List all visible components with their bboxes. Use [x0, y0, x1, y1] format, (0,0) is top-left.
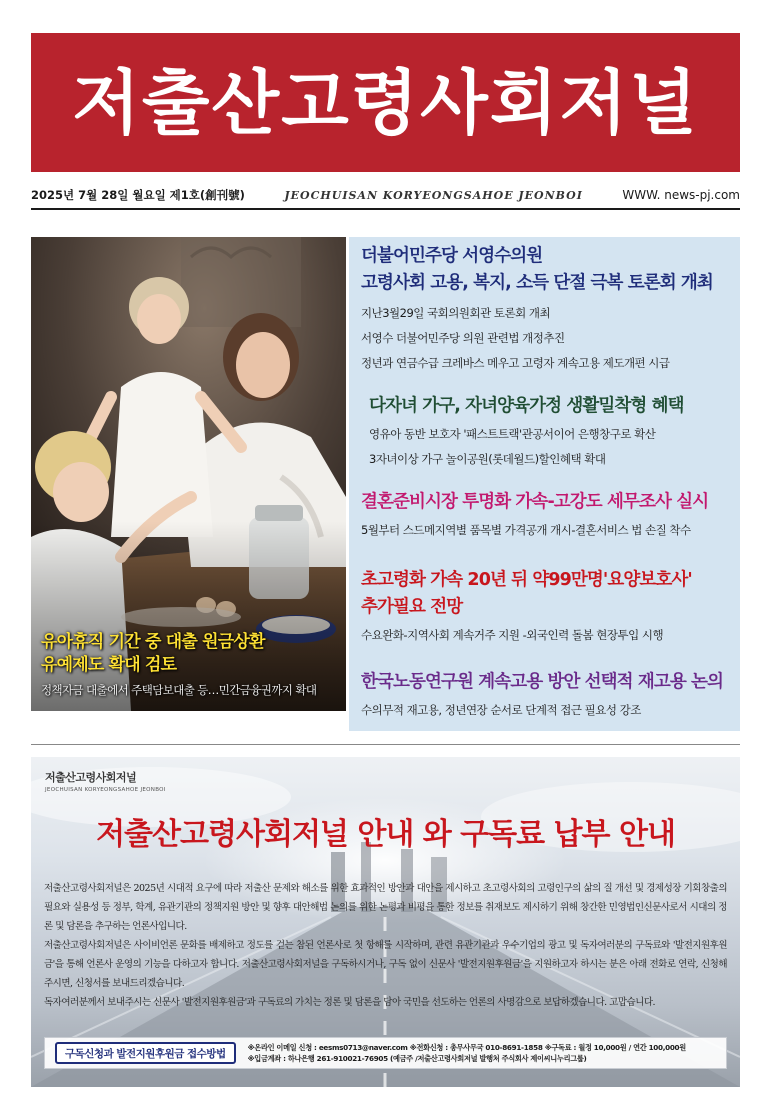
subscription-ad — [31, 757, 740, 1087]
account-line: ※입금계좌 : 하나은행 261-910021-76905 (예금주 /저출산고령사회저널 발행처 주식회사 제이씨니누리그룹) — [247, 1054, 587, 1063]
newspaper-title: 저출산고령사회저널 — [72, 61, 699, 144]
story-summary-line: 서영수 더불어민주당 의원 관련법 개정추진 — [361, 331, 565, 345]
issue-date: 2025년 7월 28일 월요일 제1호(創刊號) — [31, 188, 245, 202]
story-summary-line: 정년과 연금수급 크레바스 메우고 고령자 계속고용 제도개편 시급 — [361, 356, 670, 370]
story-wedding-market[interactable] — [361, 489, 732, 543]
ad-logo-korean: 저출산고령사회저널 — [45, 771, 137, 784]
ad-footer — [44, 1037, 727, 1069]
lead-photo-story[interactable] — [31, 237, 346, 711]
story-summary-line: 3자녀이상 가구 놀이공원(롯데월드)할인혜택 확대 — [369, 452, 606, 466]
website-link[interactable]: WWW. news-pj.com — [622, 188, 740, 202]
story-summary-line: 5월부터 스드메지역별 품목별 가격공개 개시-결혼서비스 법 손질 착수 — [361, 523, 691, 537]
story-headline — [361, 243, 732, 297]
story-multi-child-benefits[interactable] — [369, 393, 732, 472]
lead-headline[interactable] — [41, 631, 338, 677]
contact-info — [248, 1042, 686, 1064]
lead-subhead: 정책자금 대출에서 주택담보대출 등…민간금융권까지 확대 — [41, 683, 317, 697]
dateline — [31, 182, 740, 210]
lead-headline-line: 유예제도 확대 검토 — [41, 655, 177, 675]
ad-paragraph: 저출산고령사회저널은 2025년 시대적 요구에 따라 저출산 문제와 해소를 위한 효과적인 방안과 대안을 제시하고 초고령사회의 고령인구의 삶의 질 개선 및 경제성장 기회창출의 필요와 실용성 등 정부, 학계, 유관기관의 정책지원 방안 및 향후 대안해법 논의를 위한 논평과 비평을 통한 정보를 취재보도 제시하기 위해 창간한 민영법인신문사로서 시대의 정론 및 담론을 추구하는 언론사입니다. — [44, 883, 727, 932]
story-headline: 한국노동연구원 계속고용 방안 선택적 재고용 논의 — [361, 672, 724, 692]
romanized-name: JEOCHUISAN KORYEONGSAHOE JEONBOI — [284, 188, 583, 202]
story-headline-line: 초고령화 가속 20년 뒤 약99만명'요양보호사' — [361, 570, 692, 590]
lead-headline-line: 유아휴직 기간 중 대출 원금상환 — [41, 632, 265, 652]
story-summary-line: 수의무적 재고용, 정년연장 순서로 단계적 접근 필요성 강조 — [361, 703, 641, 717]
story-headline-line: 고령사회 고용, 복지, 소득 단절 극복 토론회 개최 — [361, 273, 713, 293]
section-divider — [31, 744, 740, 745]
story-summary-line: 수요완화-지역사회 계속거주 지원 -외국인력 돌봄 현장투입 시행 — [361, 628, 664, 642]
ad-logo-roman: JEOCHUISAN KORYEONGSAHOE JEONBOI — [45, 787, 166, 793]
story-summary-line: 영유아 동반 보호자 '패스트트랙'관공서이어 은행창구로 확산 — [369, 427, 656, 441]
story-summary-line: 지난3월29일 국회의원회관 토론회 개최 — [361, 306, 551, 320]
ad-body — [44, 879, 727, 1012]
story-seo-youngsoo[interactable] — [361, 243, 732, 376]
masthead — [31, 33, 740, 172]
headlines-panel — [349, 237, 740, 731]
ad-paragraph: 독자여러분께서 보내주시는 신문사 '발전지원후원금'과 구독료의 가치는 정론 및 담론을 담아 국민을 선도하는 언론의 사명감으로 보답하겠습니다. 고맙습니다. — [44, 997, 656, 1008]
photo-caption — [31, 631, 346, 711]
contact-line: ※온라인 이메일 신청 : eesms0713@naver.com ※전화신청 : 총무사무국 010-8691-1858 ※구독료 : 월정 10,000원 / 연간 100,000원 — [247, 1043, 686, 1052]
story-care-workers[interactable] — [361, 567, 732, 648]
subscription-info-button[interactable]: 구독신청과 발전지원후원금 접수방법 — [55, 1042, 236, 1064]
story-labor-institute[interactable] — [361, 669, 732, 723]
story-headline — [361, 567, 732, 621]
story-headline: 다자녀 가구, 자녀양육가정 생활밀착형 혜택 — [369, 396, 684, 416]
ad-paragraph: 저출산고령사회저널은 사이비언론 문화를 배제하고 정도를 걷는 참된 언론사로 첫 항해를 시작하며, 관련 유관기관과 우수기업의 광고 및 독자여러분의 구독료와 '발전지원후원금'을 통해 언론사 운영의 기능을 다하고자 합니다. 저출산고령사회저널을 구독하시거나, 구독 없이 신문사 '발전지원후원금'을 지원하고자 하시는 분은 아래 전화로 연락, 신청해주시면, 신청서를 보내드리겠습니다. — [44, 940, 727, 989]
ad-logo — [45, 769, 166, 793]
ad-title: 저출산고령사회저널 안내 와 구독료 납부 안내 — [96, 817, 675, 852]
story-headline-line: 더불어민주당 서영수의원 — [361, 246, 543, 266]
story-headline-line: 추가필요 전망 — [361, 597, 463, 617]
story-headline: 결혼준비시장 투명화 가속-고강도 세무조사 실시 — [361, 492, 709, 512]
